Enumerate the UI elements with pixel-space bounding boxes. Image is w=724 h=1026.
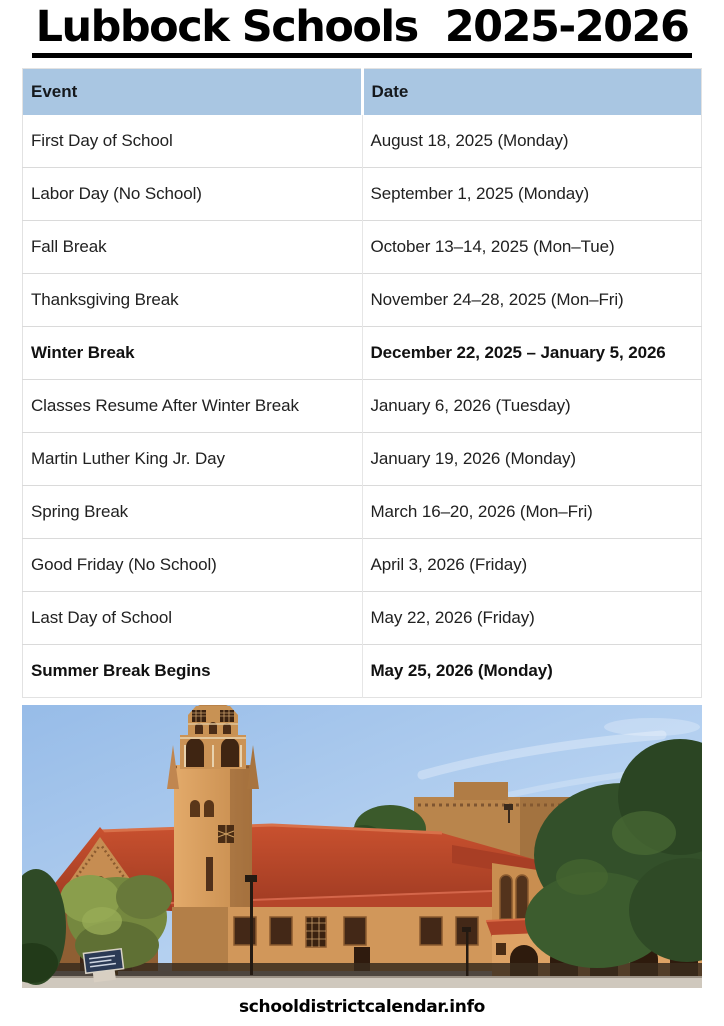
title-wrap xyxy=(22,2,702,58)
date-cell: May 25, 2026 (Monday) xyxy=(362,644,702,697)
event-cell: Labor Day (No School) xyxy=(23,167,363,220)
sidewalk xyxy=(22,976,702,988)
date-cell: August 18, 2025 (Monday) xyxy=(362,115,702,168)
tower-shaft xyxy=(174,765,252,911)
event-cell: Fall Break xyxy=(23,220,363,273)
windows xyxy=(234,917,478,947)
event-cell: Thanksgiving Break xyxy=(23,273,363,326)
date-cell: May 22, 2026 (Friday) xyxy=(362,591,702,644)
table-header xyxy=(23,68,702,115)
date-cell: October 13–14, 2025 (Mon–Tue) xyxy=(362,220,702,273)
table-row xyxy=(23,591,702,644)
table-row xyxy=(23,273,702,326)
header-row xyxy=(23,68,702,115)
table-row xyxy=(23,644,702,697)
footer-site-text: schooldistrictcalendar.info xyxy=(238,996,486,1017)
table-body xyxy=(23,115,702,698)
event-cell: Good Friday (No School) xyxy=(23,538,363,591)
campus-photo xyxy=(22,705,702,988)
event-cell: Winter Break xyxy=(23,326,363,379)
date-cell: December 22, 2025 – January 5, 2026 xyxy=(362,326,702,379)
date-cell: January 19, 2026 (Monday) xyxy=(362,432,702,485)
event-cell: Summer Break Begins xyxy=(23,644,363,697)
table-row xyxy=(23,220,702,273)
event-cell: Last Day of School xyxy=(23,591,363,644)
table-row xyxy=(23,538,702,591)
table-row xyxy=(23,485,702,538)
event-cell: Classes Resume After Winter Break xyxy=(23,379,363,432)
event-cell: First Day of School xyxy=(31,130,173,150)
table-row xyxy=(23,432,702,485)
table-row xyxy=(23,167,702,220)
event-cell: Martin Luther King Jr. Day xyxy=(23,432,363,485)
date-cell: September 1, 2025 (Monday) xyxy=(362,167,702,220)
events-table xyxy=(22,68,702,698)
event-cell: Spring Break xyxy=(23,485,363,538)
date-cell: March 16–20, 2026 (Mon–Fri) xyxy=(362,485,702,538)
front-wall xyxy=(172,907,502,971)
table-header-event: Event xyxy=(23,68,363,115)
date-cell: November 24–28, 2025 (Mon–Fri) xyxy=(362,273,702,326)
date-cell: April 3, 2026 (Friday) xyxy=(362,538,702,591)
belfry xyxy=(180,735,246,769)
lantern xyxy=(188,705,238,735)
table-row xyxy=(23,379,702,432)
table-header-date: Date xyxy=(362,68,702,115)
table-row xyxy=(23,326,702,379)
page-title: Lubbock Schools 2025-2026 xyxy=(32,2,693,58)
table-row xyxy=(23,115,702,168)
page xyxy=(22,2,702,1017)
date-cell: January 6, 2026 (Tuesday) xyxy=(362,379,702,432)
